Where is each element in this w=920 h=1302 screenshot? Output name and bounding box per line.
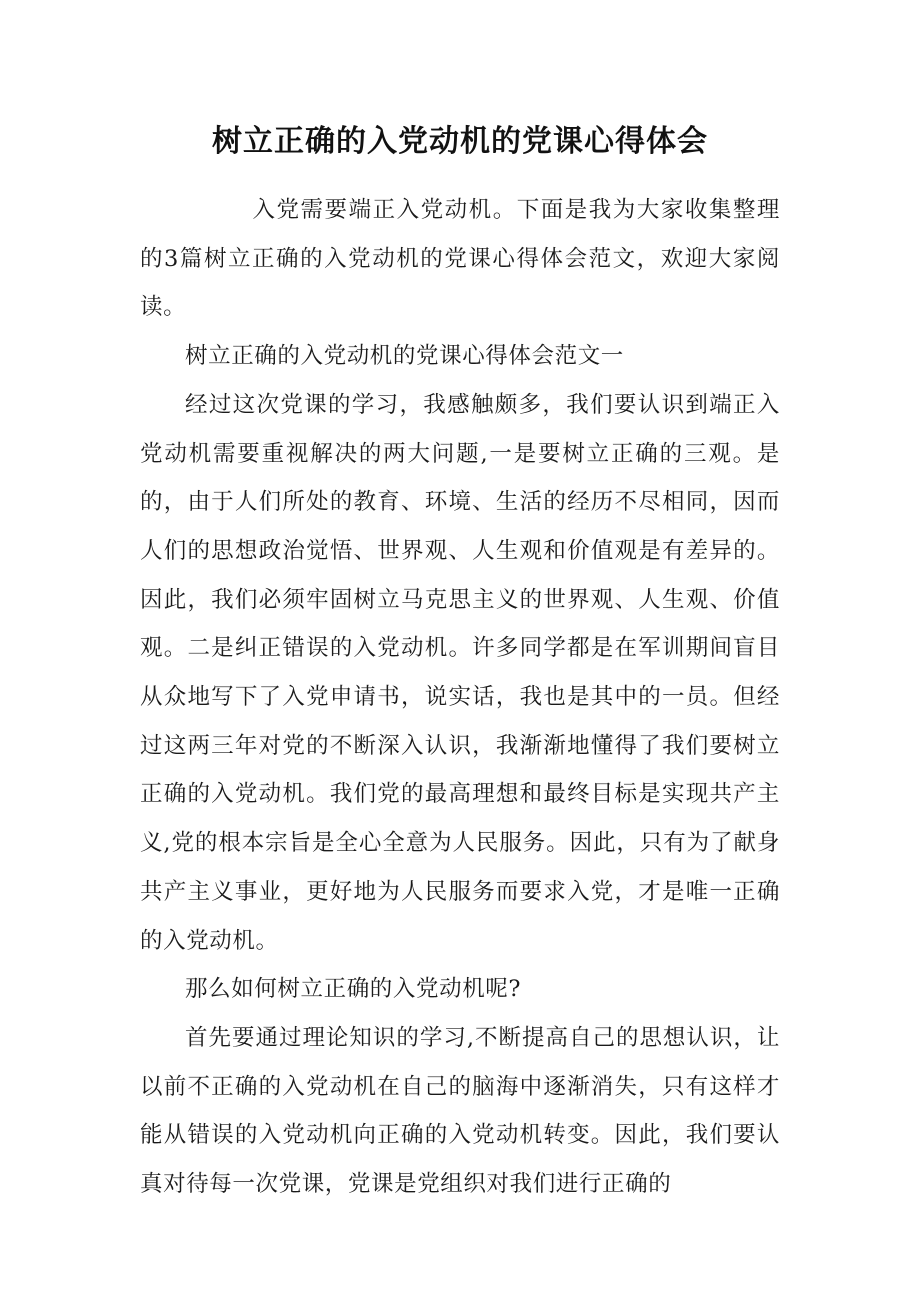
document-body — [140, 186, 780, 1209]
body-paragraph: 首先要通过理论知识的学习,不断提高自己的思想认识，让以前不正确的入党动机在自己的脑海中逐渐消失，只有这样才能从错误的入党动机向正确的入党动机转变。因此，我们要认真对待每一次党课，党课是党组织对我们进行正确的 — [140, 1024, 780, 1198]
essay-subtitle: 树立正确的入党动机的党课心得体会范文一 — [185, 343, 624, 370]
body-paragraph: 那么如何树立正确的入党动机呢? — [185, 976, 522, 1003]
document-title: 树立正确的入党动机的党课心得体会 — [212, 124, 708, 159]
intro-paragraph: 入党需要端正入党动机。下面是我为大家收集整理的3篇树立正确的入党动机的党课心得体会范文，欢迎大家阅读。 — [140, 197, 780, 321]
body-paragraph: 经过这次党课的学习，我感触颇多，我们要认识到端正入党动机需要重视解决的两大问题,一是要树立正确的三观。是的，由于人们所处的教育、环境、生活的经历不尽相同，因而人们的思想政治觉悟、世界观、人生观和价值观是有差异的。因此，我们必须牢固树立马克思主义的世界观、人生观、价值观。二是纠正错误的入党动机。许多同学都是在军训期间盲目从众地写下了入党申请书，说实话，我也是其中的一员。但经过这两三年对党的不断深入认识，我渐渐地懂得了我们要树立正确的入党动机。我们党的最高理想和最终目标是实现共产主义,党的根本宗旨是全心全意为人民服务。因此，只有为了献身共产主义事业，更好地为人民服务而要求入党，才是唯一正确的入党动机。 — [140, 391, 780, 954]
